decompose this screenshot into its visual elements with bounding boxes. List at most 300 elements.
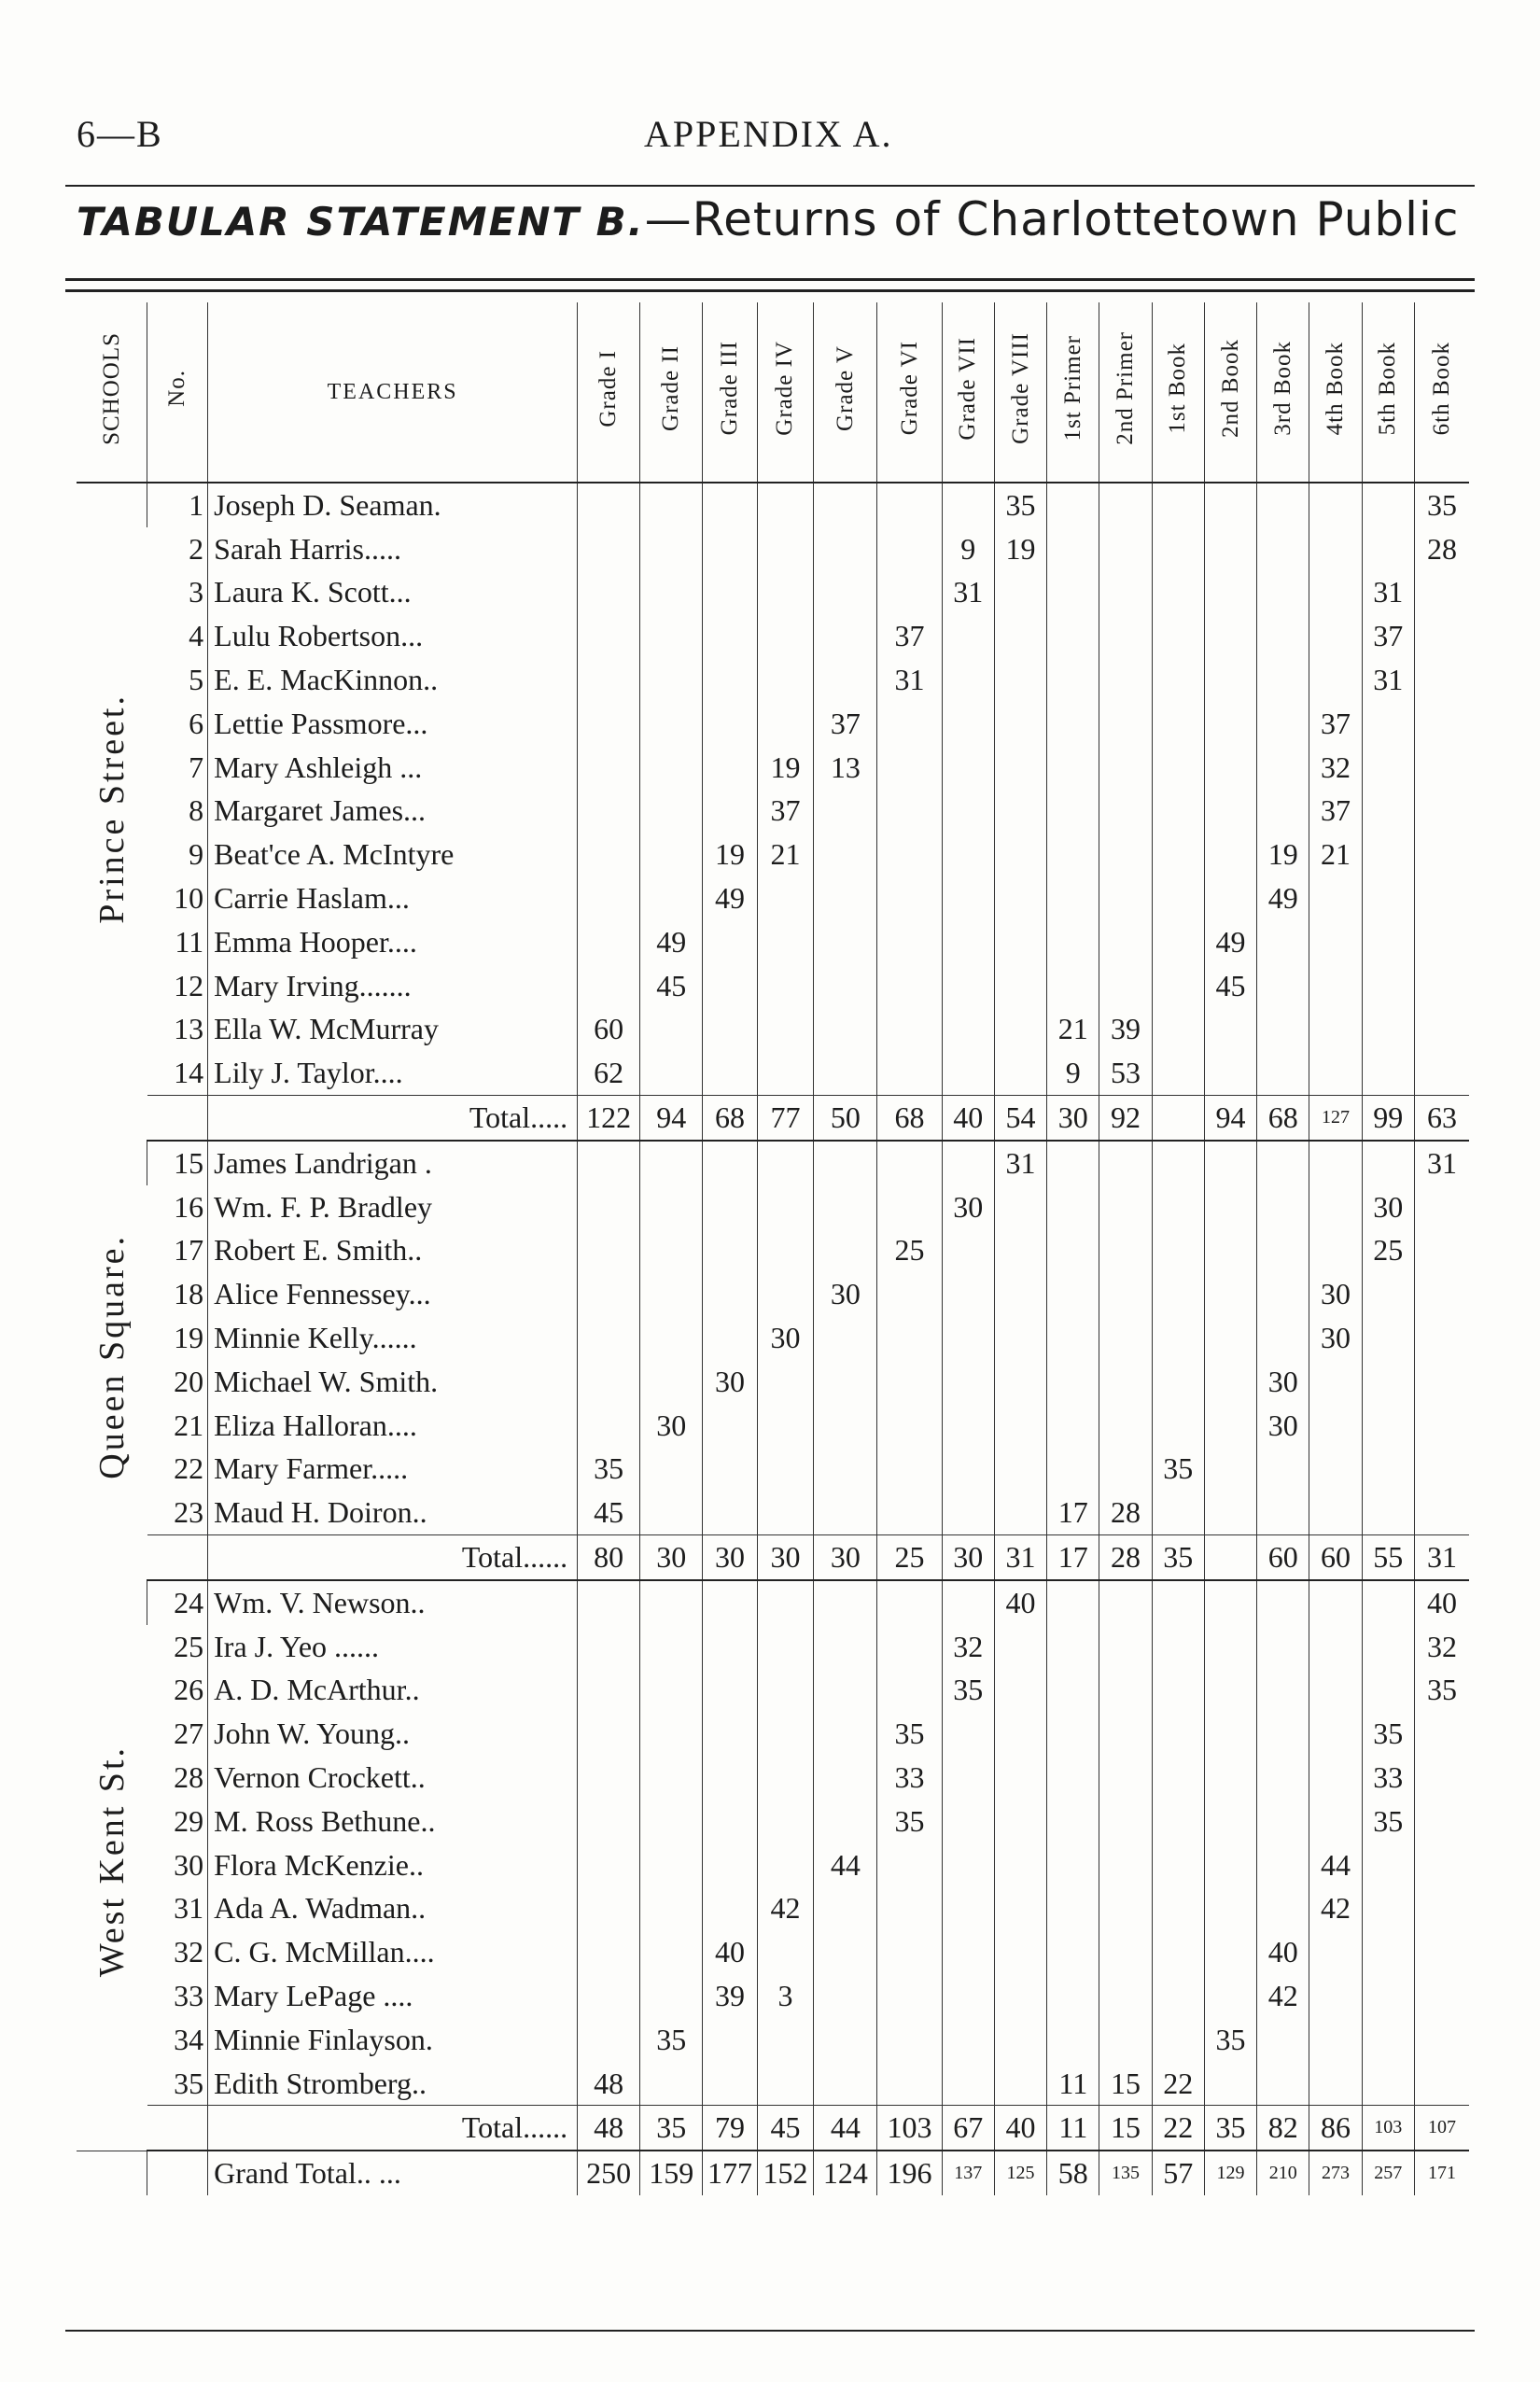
enrolment-cell	[814, 1491, 877, 1534]
grand-total-cell: 58	[1047, 2151, 1099, 2195]
enrolment-cell	[942, 614, 994, 658]
table-row	[77, 920, 1469, 964]
enrolment-cell	[757, 1491, 814, 1534]
enrolment-cell: 19	[994, 527, 1046, 571]
enrolment-cell	[1099, 1404, 1152, 1448]
enrolment-cell	[814, 1669, 877, 1713]
col-header-schools: SCHOOLS	[77, 302, 147, 483]
enrolment-cell	[1099, 1316, 1152, 1360]
total-cell: 107	[1414, 2106, 1469, 2151]
enrolment-cell	[1047, 1272, 1099, 1316]
enrolment-cell	[1047, 920, 1099, 964]
enrolment-cell: 37	[1309, 790, 1362, 834]
grand-total-cell: 135	[1099, 2151, 1152, 2195]
enrolment-cell	[703, 920, 757, 964]
enrolment-cell	[1047, 1316, 1099, 1360]
enrolment-cell: 32	[1414, 1625, 1469, 1669]
enrolment-cell	[1414, 746, 1469, 790]
enrolment-cell: 13	[814, 746, 877, 790]
teacher-name: Lettie Passmore...	[208, 702, 578, 746]
enrolment-cell	[757, 1712, 814, 1756]
enrolment-cell	[1257, 1229, 1309, 1273]
enrolment-cell	[814, 1974, 877, 2018]
table-header-row	[77, 302, 1469, 483]
enrolment-cell	[1362, 2018, 1414, 2062]
enrolment-cell	[640, 876, 703, 920]
grand-total-cell: 124	[814, 2151, 877, 2195]
total-cell: 35	[1152, 1535, 1204, 1580]
enrolment-cell	[703, 1448, 757, 1492]
table-row	[77, 1974, 1469, 2018]
enrolment-cell	[814, 2062, 877, 2106]
teacher-name: Minnie Finlayson.	[208, 2018, 578, 2062]
enrolment-cell	[1414, 1316, 1469, 1360]
enrolment-cell	[942, 1360, 994, 1404]
enrolment-cell	[1099, 1887, 1152, 1931]
enrolment-cell	[877, 920, 942, 964]
enrolment-cell	[1257, 1580, 1309, 1625]
total-cell: 82	[1257, 2106, 1309, 2151]
enrolment-cell	[994, 702, 1046, 746]
enrolment-cell	[877, 1625, 942, 1669]
enrolment-cell: 45	[578, 1491, 640, 1534]
enrolment-cell: 37	[757, 790, 814, 834]
enrolment-cell	[578, 702, 640, 746]
enrolment-cell	[994, 2018, 1046, 2062]
enrolment-cell: 35	[1414, 1669, 1469, 1713]
enrolment-cell	[1047, 876, 1099, 920]
enrolment-cell: 17	[1047, 1491, 1099, 1534]
enrolment-cell	[942, 1141, 994, 1185]
enrolment-cell	[1047, 1974, 1099, 2018]
enrolment-cell	[814, 876, 877, 920]
col-header-grade-vii: Grade VII	[942, 302, 994, 483]
enrolment-cell: 21	[1309, 833, 1362, 876]
table-row	[77, 1316, 1469, 1360]
enrolment-cell	[1414, 1360, 1469, 1404]
table-row	[77, 1229, 1469, 1273]
enrolment-cell	[877, 1051, 942, 1095]
enrolment-cell	[1257, 1756, 1309, 1800]
total-cell: 25	[877, 1535, 942, 1580]
enrolment-cell	[814, 833, 877, 876]
enrolment-cell	[1204, 1843, 1256, 1887]
table-row	[77, 527, 1469, 571]
grand-total-label: Grand Total.. ...	[208, 2151, 578, 2195]
enrolment-cell	[703, 1229, 757, 1273]
enrolment-cell	[1204, 527, 1256, 571]
enrolment-cell	[1414, 1229, 1469, 1273]
enrolment-cell	[1257, 1316, 1309, 1360]
enrolment-cell	[1152, 1930, 1204, 1974]
enrolment-cell: 40	[1414, 1580, 1469, 1625]
enrolment-cell	[877, 1843, 942, 1887]
enrolment-cell	[814, 1756, 877, 1800]
enrolment-cell	[640, 833, 703, 876]
enrolment-cell	[877, 876, 942, 920]
enrolment-cell	[1152, 964, 1204, 1008]
enrolment-cell	[994, 1448, 1046, 1492]
enrolment-cell	[1414, 658, 1469, 702]
enrolment-cell	[578, 876, 640, 920]
enrolment-cell	[1047, 833, 1099, 876]
enrolment-cell	[814, 1316, 877, 1360]
enrolment-cell: 30	[814, 1272, 877, 1316]
col-header-grade-viii: Grade VIII	[994, 302, 1046, 483]
enrolment-cell	[703, 658, 757, 702]
col-header-grade-vi: Grade VI	[877, 302, 942, 483]
enrolment-cell	[877, 1580, 942, 1625]
enrolment-cell	[1257, 702, 1309, 746]
enrolment-cell	[942, 2062, 994, 2106]
enrolment-cell	[1099, 1448, 1152, 1492]
enrolment-cell	[1414, 920, 1469, 964]
row-number: 15	[147, 1141, 208, 1185]
enrolment-cell	[578, 1185, 640, 1229]
enrolment-cell	[1257, 1051, 1309, 1095]
enrolment-cell	[1152, 1800, 1204, 1843]
enrolment-cell	[1309, 1625, 1362, 1669]
enrolment-cell	[578, 614, 640, 658]
enrolment-cell	[1362, 833, 1414, 876]
enrolment-cell	[640, 1756, 703, 1800]
enrolment-cell	[1414, 1930, 1469, 1974]
enrolment-cell: 30	[1257, 1360, 1309, 1404]
teacher-name: E. E. MacKinnon..	[208, 658, 578, 702]
enrolment-cell	[942, 702, 994, 746]
col-header-no: No.	[147, 302, 208, 483]
enrolment-cell	[1309, 1141, 1362, 1185]
enrolment-cell	[1362, 1360, 1414, 1404]
enrolment-cell	[1414, 1887, 1469, 1931]
enrolment-cell	[757, 1008, 814, 1052]
enrolment-cell	[578, 1360, 640, 1404]
total-cell: 28	[1099, 1535, 1152, 1580]
title-prefix: TABULAR STATEMENT B.	[77, 199, 645, 245]
enrolment-cell	[757, 1580, 814, 1625]
enrolment-cell	[757, 1625, 814, 1669]
total-label: Total......	[208, 2106, 578, 2151]
enrolment-cell	[1309, 1404, 1362, 1448]
enrolment-cell	[757, 920, 814, 964]
enrolment-cell	[1204, 1580, 1256, 1625]
enrolment-cell	[1204, 1008, 1256, 1052]
enrolment-cell	[994, 658, 1046, 702]
enrolment-cell	[1309, 658, 1362, 702]
enrolment-cell	[1257, 1887, 1309, 1931]
total-cell: 55	[1362, 1535, 1414, 1580]
enrolment-cell	[1152, 2018, 1204, 2062]
enrolment-cell	[703, 1008, 757, 1052]
enrolment-cell	[1047, 1712, 1099, 1756]
title-text: —Returns of Charlottetown Public	[644, 192, 1460, 246]
table-row	[77, 1625, 1469, 1669]
enrolment-cell	[1047, 614, 1099, 658]
enrolment-cell	[877, 790, 942, 834]
enrolment-cell	[1414, 614, 1469, 658]
enrolment-cell	[1414, 1800, 1469, 1843]
enrolment-cell: 45	[640, 964, 703, 1008]
total-cell: 77	[757, 1096, 814, 1141]
enrolment-cell	[640, 1141, 703, 1185]
enrolment-cell	[1362, 1051, 1414, 1095]
enrolment-cell	[1414, 964, 1469, 1008]
enrolment-cell	[877, 2018, 942, 2062]
enrolment-cell	[757, 1051, 814, 1095]
enrolment-cell	[1362, 920, 1414, 964]
enrolment-cell	[877, 527, 942, 571]
enrolment-cell	[1362, 790, 1414, 834]
enrolment-cell	[1099, 1756, 1152, 1800]
teacher-name: Alice Fennessey...	[208, 1272, 578, 1316]
enrolment-cell: 30	[1362, 1185, 1414, 1229]
enrolment-cell: 44	[814, 1843, 877, 1887]
enrolment-cell: 30	[942, 1185, 994, 1229]
enrolment-cell	[942, 920, 994, 964]
enrolment-cell	[578, 527, 640, 571]
enrolment-cell	[1309, 1669, 1362, 1713]
enrolment-cell	[757, 1141, 814, 1185]
enrolment-cell: 30	[640, 1404, 703, 1448]
enrolment-cell	[877, 1491, 942, 1534]
table-row	[77, 614, 1469, 658]
enrolment-cell: 35	[1362, 1800, 1414, 1843]
enrolment-cell: 44	[1309, 1843, 1362, 1887]
enrolment-cell	[994, 1272, 1046, 1316]
grand-total-cell: 129	[1204, 2151, 1256, 2195]
enrolment-cell	[877, 1360, 942, 1404]
enrolment-cell	[994, 1229, 1046, 1273]
enrolment-cell	[994, 833, 1046, 876]
enrolment-cell	[1204, 1887, 1256, 1931]
enrolment-cell	[1204, 483, 1256, 527]
col-header-grade-iii: Grade III	[703, 302, 757, 483]
enrolment-cell	[1204, 702, 1256, 746]
enrolment-cell	[1362, 1008, 1414, 1052]
enrolment-cell	[877, 483, 942, 527]
grand-total-cell: 257	[1362, 2151, 1414, 2195]
row-number: 10	[174, 881, 204, 916]
enrolment-cell	[1047, 1843, 1099, 1887]
enrolment-cell	[1152, 658, 1204, 702]
enrolment-cell	[1152, 571, 1204, 615]
enrolment-cell: 30	[1309, 1272, 1362, 1316]
enrolment-cell	[1047, 1580, 1099, 1625]
enrolment-cell	[1204, 1141, 1256, 1185]
school-name: Queen Square.	[91, 1234, 132, 1479]
enrolment-cell	[877, 1008, 942, 1052]
teacher-name: Joseph D. Seaman.	[208, 483, 578, 527]
enrolment-cell	[877, 1887, 942, 1931]
enrolment-cell	[877, 833, 942, 876]
enrolment-cell	[640, 483, 703, 527]
enrolment-cell	[578, 1712, 640, 1756]
enrolment-cell	[1204, 833, 1256, 876]
total-cell: 30	[640, 1535, 703, 1580]
enrolment-cell	[1414, 1404, 1469, 1448]
total-cell: 30	[703, 1535, 757, 1580]
row-number: 23	[174, 1495, 204, 1530]
enrolment-cell	[942, 746, 994, 790]
enrolment-cell	[757, 483, 814, 527]
enrolment-cell	[1414, 2018, 1469, 2062]
table-row	[77, 876, 1469, 920]
enrolment-cell	[994, 1185, 1046, 1229]
enrolment-cell	[814, 790, 877, 834]
total-cell: 68	[877, 1096, 942, 1141]
teacher-name: Ada A. Wadman..	[208, 1887, 578, 1931]
enrolment-cell	[703, 1843, 757, 1887]
total-cell: 60	[1257, 1535, 1309, 1580]
row-number: 24	[147, 1580, 208, 1625]
total-cell: 103	[1362, 2106, 1414, 2151]
enrolment-cell	[1152, 1229, 1204, 1273]
row-number	[147, 2106, 208, 2151]
enrolment-cell	[757, 1448, 814, 1492]
enrolment-cell: 35	[640, 2018, 703, 2062]
enrolment-cell	[1362, 1843, 1414, 1887]
teacher-name: Lily J. Taylor....	[208, 1051, 578, 1095]
enrolment-cell	[1204, 1360, 1256, 1404]
enrolment-cell	[1047, 1756, 1099, 1800]
enrolment-cell	[814, 1051, 877, 1095]
enrolment-cell	[578, 790, 640, 834]
enrolment-cell: 40	[703, 1930, 757, 1974]
enrolment-cell	[814, 483, 877, 527]
enrolment-cell	[1414, 1448, 1469, 1492]
enrolment-cell	[1047, 2018, 1099, 2062]
enrolment-cell	[1257, 1272, 1309, 1316]
total-cell: 40	[942, 1096, 994, 1141]
enrolment-cell	[1414, 571, 1469, 615]
enrolment-cell	[1414, 1491, 1469, 1534]
enrolment-cell	[1414, 1974, 1469, 2018]
enrolment-cell	[814, 614, 877, 658]
enrolment-cell: 33	[1362, 1756, 1414, 1800]
grand-total-cell: 273	[1309, 2151, 1362, 2195]
enrolment-cell	[640, 1272, 703, 1316]
enrolment-cell	[1309, 1930, 1362, 1974]
enrolment-cell	[814, 1448, 877, 1492]
enrolment-cell	[1152, 833, 1204, 876]
enrolment-cell: 28	[1414, 527, 1469, 571]
enrolment-cell: 37	[877, 614, 942, 658]
enrolment-cell: 42	[1257, 1974, 1309, 2018]
table-row	[77, 1930, 1469, 1974]
row-number: 27	[174, 1716, 204, 1751]
col-header-3rd-book: 3rd Book	[1257, 302, 1309, 483]
enrolment-cell	[1362, 964, 1414, 1008]
enrolment-cell	[1099, 790, 1152, 834]
enrolment-cell	[1204, 1272, 1256, 1316]
enrolment-cell	[1309, 1491, 1362, 1534]
table-row	[77, 964, 1469, 1008]
row-number: 4	[189, 619, 204, 653]
enrolment-cell	[994, 1930, 1046, 1974]
enrolment-cell	[1152, 1272, 1204, 1316]
enrolment-cell	[1047, 1448, 1099, 1492]
enrolment-cell	[703, 702, 757, 746]
enrolment-cell	[1309, 964, 1362, 1008]
enrolment-cell	[757, 1360, 814, 1404]
enrolment-cell	[1257, 483, 1309, 527]
enrolment-cell	[1414, 1756, 1469, 1800]
teacher-name: Mary Ashleigh ...	[208, 746, 578, 790]
row-number: 5	[189, 663, 204, 697]
enrolment-cell	[994, 1008, 1046, 1052]
enrolment-cell	[703, 1756, 757, 1800]
teacher-name: Maud H. Doiron..	[208, 1491, 578, 1534]
enrolment-cell	[1047, 527, 1099, 571]
total-cell: 127	[1309, 1096, 1362, 1141]
enrolment-cell: 30	[1309, 1316, 1362, 1360]
enrolment-cell: 62	[578, 1051, 640, 1095]
enrolment-cell	[703, 2062, 757, 2106]
enrolment-cell	[1152, 1712, 1204, 1756]
col-header-grade-v: Grade V	[814, 302, 877, 483]
enrolment-cell	[640, 1625, 703, 1669]
row-number: 32	[174, 1935, 204, 1969]
enrolment-cell: 45	[1204, 964, 1256, 1008]
enrolment-cell	[1257, 1491, 1309, 1534]
enrolment-cell	[640, 1800, 703, 1843]
enrolment-cell	[757, 964, 814, 1008]
enrolment-cell	[578, 658, 640, 702]
enrolment-cell	[703, 1185, 757, 1229]
enrolment-cell	[1257, 614, 1309, 658]
enrolment-cell: 21	[757, 833, 814, 876]
enrolment-cell	[640, 1448, 703, 1492]
enrolment-cell	[877, 1316, 942, 1360]
enrolment-cell: 49	[703, 876, 757, 920]
enrolment-cell: 37	[1309, 702, 1362, 746]
grand-total-cell: 250	[578, 2151, 640, 2195]
enrolment-cell	[578, 1229, 640, 1273]
enrolment-cell	[1047, 790, 1099, 834]
enrolment-cell	[1309, 876, 1362, 920]
enrolment-cell	[994, 571, 1046, 615]
enrolment-cell	[1309, 527, 1362, 571]
enrolment-cell	[578, 1843, 640, 1887]
enrolment-cell	[578, 1930, 640, 1974]
row-number: 9	[189, 837, 204, 872]
enrolment-cell	[1309, 1008, 1362, 1052]
enrolment-cell	[640, 1229, 703, 1273]
enrolment-cell: 39	[1099, 1008, 1152, 1052]
page-header	[0, 112, 1540, 168]
enrolment-cell	[1099, 658, 1152, 702]
enrolment-cell	[1152, 702, 1204, 746]
enrolment-cell	[1152, 614, 1204, 658]
enrolment-cell	[703, 1580, 757, 1625]
returns-table	[77, 302, 1469, 2195]
enrolment-cell	[877, 702, 942, 746]
total-cell: 48	[578, 2106, 640, 2151]
enrolment-cell: 33	[877, 1756, 942, 1800]
enrolment-cell	[994, 1669, 1046, 1713]
enrolment-cell	[994, 1491, 1046, 1534]
grand-total-cell: 196	[877, 2151, 942, 2195]
total-cell: 92	[1099, 1096, 1152, 1141]
grand-total-row	[77, 2151, 1469, 2195]
enrolment-cell	[640, 1887, 703, 1931]
enrolment-cell	[1099, 1712, 1152, 1756]
enrolment-cell	[757, 876, 814, 920]
enrolment-cell	[1414, 1712, 1469, 1756]
enrolment-cell	[1047, 1800, 1099, 1843]
teacher-name: Ira J. Yeo ......	[208, 1625, 578, 1669]
enrolment-cell: 53	[1099, 1051, 1152, 1095]
